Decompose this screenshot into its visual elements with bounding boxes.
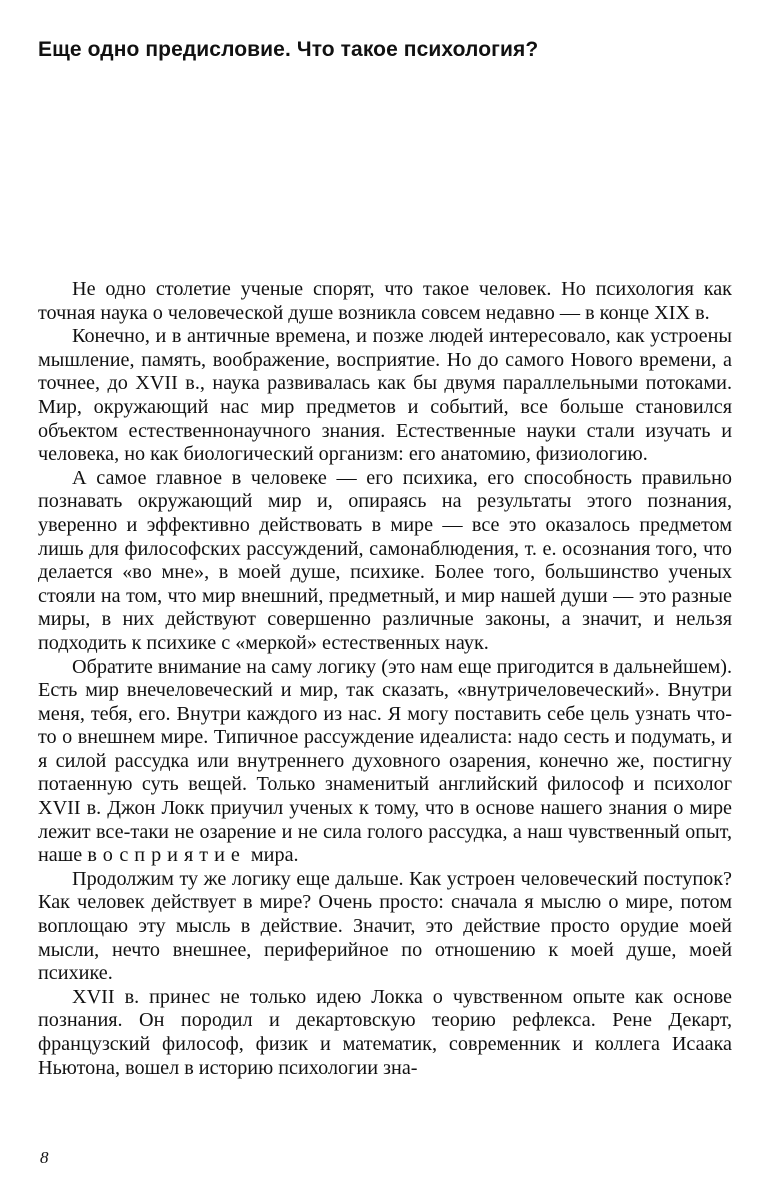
paragraph-text: Обратите внимание на саму логику (это нам еще пригодится в дальнейшем). Есть мир внечеловеческий и мир, так сказать, «внутричеловеческий». Внутри меня, тебя, его. Внутри каждого из нас. Я могу поставить себе цель узнать что-то о внешнем мире. Типичное рассуждение идеалиста: надо сесть и подумать, и я силой рассудка или внутреннего духовного озарения, конечно же, постигну потаенную суть вещей. Только знаменитый английский философ и психолог XVII в. Джон Локк приучил ученых к тому, что в основе нашего знания о мире лежит все-таки не озарение и не сила голого рассудка, а наш чувственный опыт, наше <box>38 655 732 867</box>
paragraph: Продолжим ту же логику еще дальше. Как устроен человеческий поступок? Как человек действует в мире? Очень просто: сначала я мыслю о мире, потом воплощаю эту мысль в действие. Значит, это действие просто орудие моей мысли, нечто внешнее, периферийное по отношению к моей душе, моей психике. <box>38 867 732 985</box>
paragraph: Не одно столетие ученые спорят, что такое человек. Но психология как точная наука о человеческой душе возникла совсем недавно — в конце XIX в. <box>38 278 732 324</box>
paragraph: XVII в. принес не только идею Локка о чувственном опыте как основе познания. Он породил и декартовскую теорию рефлекса. Рене Декарт, французский философ, физик и математик, современник и коллега Исаака Ньютона, вошел в историю психологии зна- <box>38 985 732 1079</box>
body-text <box>38 278 732 1080</box>
paragraph: Конечно, и в античные времена, и позже людей интересовало, как устроены мышление, память, воображение, восприятие. Но до самого Нового времени, а точнее, до XVII в., наука развивалась как бы двумя параллельными потоками. Мир, окружающий нас мир предметов и событий, все больше становился объектом естественнонаучного знания. Естественные науки стали изучать и человека, но как биологический организм: его анатомию, физиологию. <box>38 325 732 466</box>
emphasized-word: восприятие <box>87 844 246 867</box>
paragraph <box>38 656 732 868</box>
chapter-title: Еще одно предисловие. Что такое психология? <box>38 38 539 61</box>
paragraph-tail: мира. <box>245 844 299 867</box>
page-number: 8 <box>40 1148 49 1167</box>
paragraph: А самое главное в человеке — его психика, его способность правильно познавать окружающий мир и, опираясь на результаты этого познания, уверенно и эффективно действовать в мире — все это оказалось предметом лишь для философских рассуждений, самонаблюдения, т. е. осознания того, что делается «во мне», в моей душе, психике. Более того, большинство ученых стояли на том, что мир внешний, предметный, и мир нашей души — это разные миры, в них действуют совершенно различные законы, а значит, и нельзя подходить к психике с «меркой» естественных наук. <box>38 466 732 654</box>
